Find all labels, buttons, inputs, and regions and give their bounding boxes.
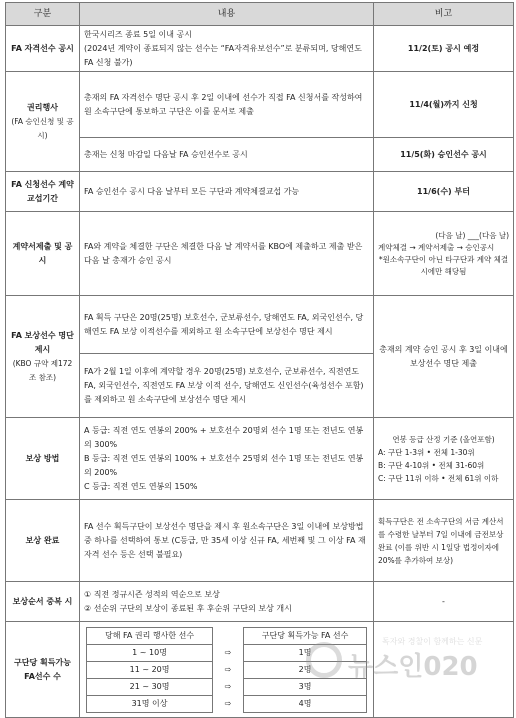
note-cell: 11/4(월)까지 신청 (374, 72, 514, 138)
category-sub-label: (KBO 규약 제172조 참조) (12, 358, 73, 382)
content-line: 한국시리즈 종료 5일 이내 공시 (84, 29, 192, 39)
fa-limit-left: 21 ~ 30명 (87, 678, 213, 695)
watermark-brand: 뉴스인020 (348, 652, 478, 682)
note-cell (374, 418, 514, 500)
header-category: 구분 (6, 3, 80, 26)
note-line: *원소속구단이 아닌 타구단과 계약 체결 시에만 해당됨 (378, 254, 509, 276)
grade-b-line: B 등급: 직전 연도 연봉의 100% + 보호선수 25명외 선수 1명 또는 전년도 연봉의 200% (84, 453, 364, 477)
row-rights-exercise-2 (6, 138, 514, 172)
note-cell: 11/6(수) 부터 (374, 172, 514, 212)
fa-limit-head-left: 당해 FA 권리 행사한 선수 (87, 627, 213, 644)
category-cell: 보상순서 중복 시 (6, 582, 80, 622)
arrow-icon: ⇨ (224, 664, 232, 674)
note-line: (다음 날) ___(다음 날) (435, 230, 509, 240)
watermark-logo-icon (306, 642, 342, 678)
row-compensation-method (6, 418, 514, 500)
grade-c-line: C 등급: 직전 연도 연봉의 150% (84, 481, 198, 491)
header-row (6, 3, 514, 26)
row-order-duplicate (6, 582, 514, 622)
header-note: 비고 (374, 3, 514, 26)
arrow-icon: ⇨ (224, 698, 232, 708)
category-cell: 보상 방법 (6, 418, 80, 500)
grade-a-line: A 등급: 직전 연도 연봉의 200% + 보호선수 20명외 선수 1명 또는 전년도 연봉의 300% (84, 425, 364, 449)
content-cell (80, 26, 374, 72)
spacer (213, 627, 244, 644)
content-cell: FA 선수 획득구단이 보상선수 명단을 제시 후 원소속구단은 3일 이내에 보상방법 중 하나를 선택하여 통보 (C등급, 만 35세 이상 신규 FA, 세번째 및 그 이상 FA 재자격 선수 등은 선택 불필요) (80, 500, 374, 582)
fa-limit-left: 11 ~ 20명 (87, 661, 213, 678)
fa-limit-left: 31명 이상 (87, 695, 213, 712)
content-line: ② 선순위 구단의 보상이 종료된 후 후순위 구단의 보상 개시 (84, 603, 292, 613)
fa-limit-row (87, 695, 367, 712)
row-rights-exercise (6, 72, 514, 138)
fa-rules-table (5, 2, 514, 718)
fa-limit-right: 2명 (244, 661, 367, 678)
content-line: (2024년 계약이 종료되지 않는 선수는 “FA자격유보선수”로 분류되며, 당해연도 FA 신청 불가) (84, 43, 362, 67)
watermark (300, 636, 510, 686)
category-cell: 계약서제출 및 공시 (6, 212, 80, 296)
category-cell (6, 72, 80, 172)
note-cell: - (374, 582, 514, 622)
fa-limit-right: 1명 (244, 644, 367, 661)
category-sub-label: (FA 승인신청 및 공시) (11, 116, 74, 140)
row-negotiation-period (6, 172, 514, 212)
note-cell: 11/5(화) 승인선수 공시 (374, 138, 514, 172)
fa-limit-left: 1 ~ 10명 (87, 644, 213, 661)
fa-limit-right: 3명 (244, 678, 367, 695)
content-cell (80, 582, 374, 622)
note-line: B: 구단 4-10위 • 전체 31-60위 (378, 460, 485, 470)
row-compensation-complete (6, 500, 514, 582)
category-cell (6, 296, 80, 418)
note-title: 연봉 등급 산정 기준 (올연포함) (392, 434, 495, 444)
arrow-icon: ⇨ (224, 647, 232, 657)
content-cell (80, 418, 374, 500)
category-label: FA 보상선수 명단 제시 (11, 330, 74, 354)
content-cell: FA 승인선수 공시 다음 날부터 모든 구단과 계약체결교섭 가능 (80, 172, 374, 212)
note-line: A: 구단 1-3위 • 전체 1-30위 (378, 447, 475, 457)
category-label: 권리행사 (27, 102, 58, 112)
watermark-caption: 독자와 경찰이 함께하는 신문 (382, 637, 483, 646)
content-cell: FA가 2월 1일 이후에 계약할 경우 20명(25명) 보호선수, 군보류선수, 직전연도 FA, 외국인선수, 직전연도 FA 보상 이적 선수, 당해연도 신인선수(육성선수 포함)를 제외하고 원 소속구단에 보상선수 명단 제시 (80, 354, 374, 418)
note-cell: 획득구단은 전 소속구단의 서금 계산서를 수령한 날부터 7일 이내에 금전보상 완료 (이를 위반 시 1일당 법정이자에 20%를 추가하여 보상) (374, 500, 514, 582)
header-content: 내용 (80, 3, 374, 26)
content-cell: FA 획득 구단은 20명(25명) 보호선수, 군보류선수, 당해연도 FA, 외국인선수, 당해연도 FA 보상 이적선수를 제외하고 원 소속구단에 보상선수 명단 제시 (80, 296, 374, 354)
content-cell: FA와 계약을 체결한 구단은 체결한 다음 날 계약서를 KBO에 제출하고 제출 받은 다음 날 총재가 승인 공시 (80, 212, 374, 296)
note-cell: 총재의 계약 승인 공시 후 3일 이내에 보상선수 명단 제출 (374, 296, 514, 418)
fa-limit-right: 4명 (244, 695, 367, 712)
category-cell: 구단당 획득가능 FA선수 수 (6, 622, 80, 718)
row-compensation-list (6, 296, 514, 354)
row-contract-submission (6, 212, 514, 296)
content-cell: 총재의 FA 자격선수 명단 공시 후 2일 이내에 선수가 직접 FA 신청서를 작성하여 원 소속구단에 통보하고 구단은 이를 문서로 제출 (80, 72, 374, 138)
note-flow: 계약체결 → 계약서제출 → 승인공시 (378, 242, 495, 252)
content-line: ① 직전 정규시즌 성적의 역순으로 보상 (84, 589, 220, 599)
note-cell (374, 212, 514, 296)
arrow-icon: ⇨ (224, 681, 232, 691)
note-cell: 11/2(토) 공시 예정 (374, 26, 514, 72)
category-cell: FA 자격선수 공시 (6, 26, 80, 72)
row-fa-announcement (6, 26, 514, 72)
content-cell: 총재는 신청 마감일 다음날 FA 승인선수로 공시 (80, 138, 374, 172)
note-line: C: 구단 11위 이하 • 전체 61위 이하 (378, 473, 499, 483)
fa-limit-head-right: 구단당 획득가능 FA 선수 (244, 627, 367, 644)
category-cell: FA 신청선수 계약교섭기간 (6, 172, 80, 212)
category-cell: 보상 완료 (6, 500, 80, 582)
